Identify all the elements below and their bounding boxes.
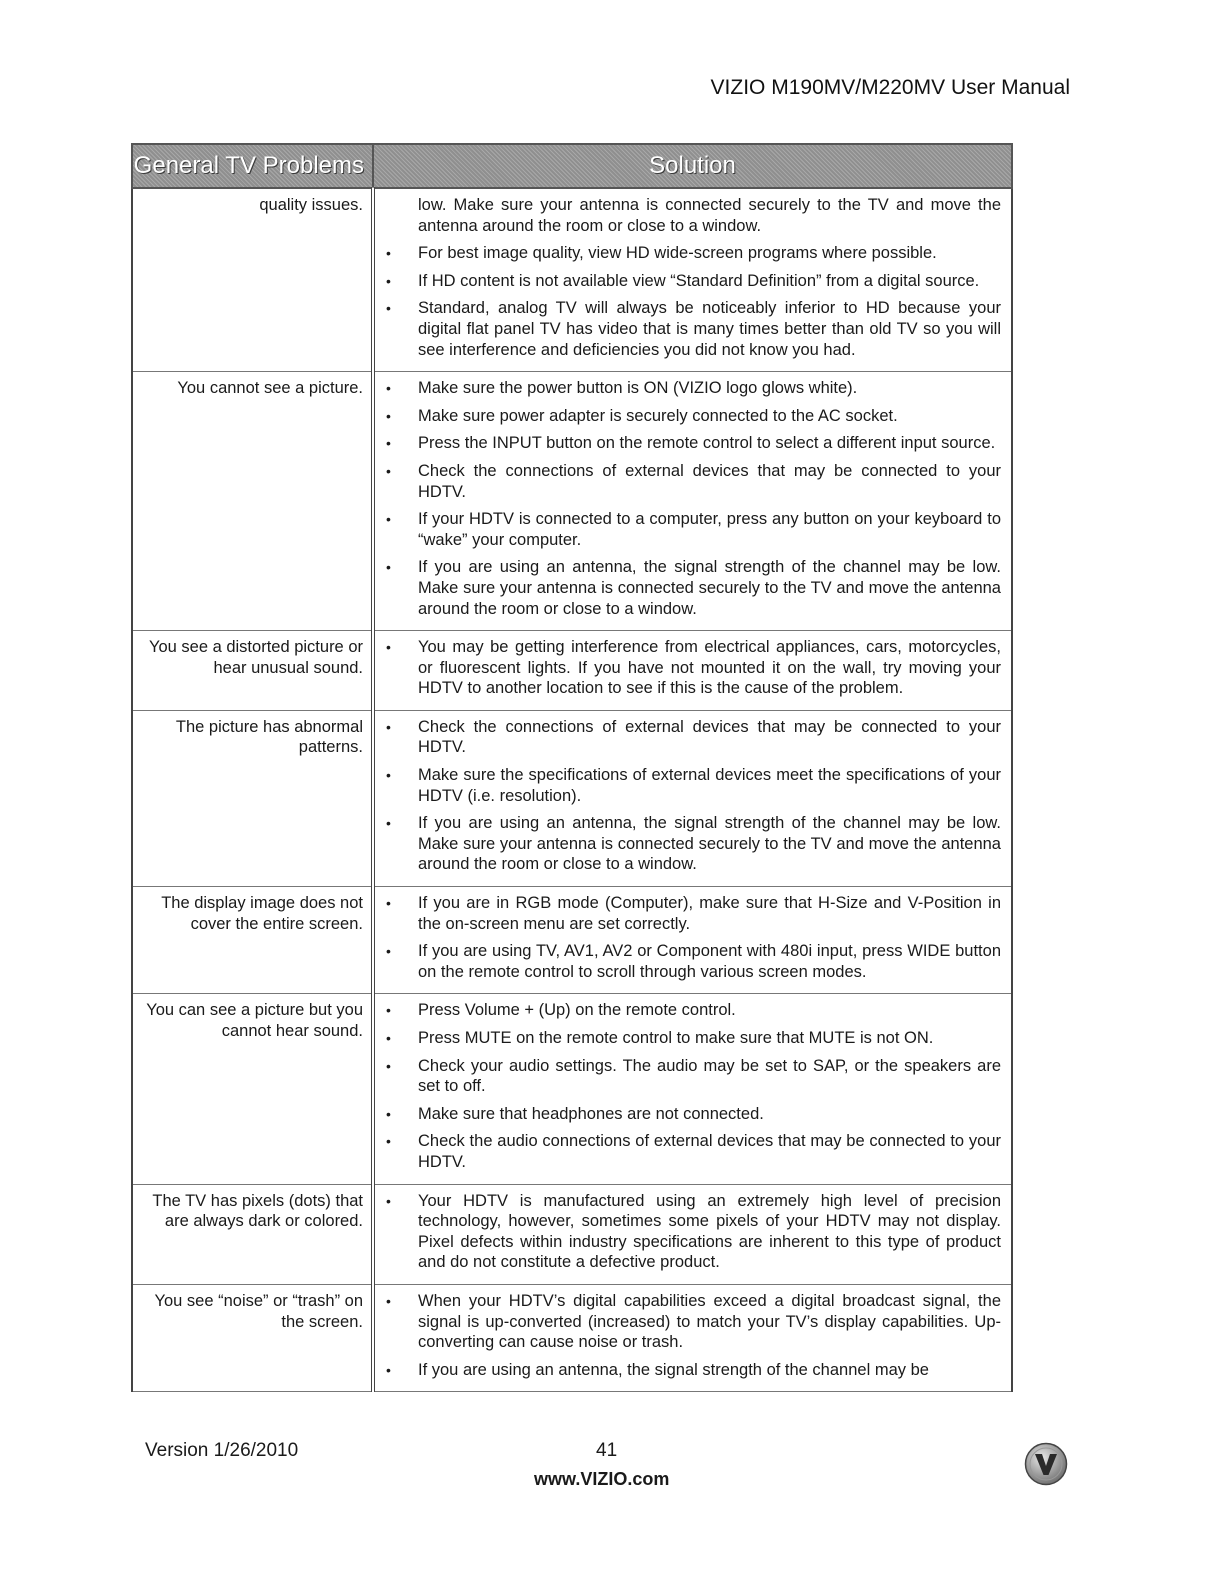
- solution-item: • Check the connections of external devices that may be connected to your HDTV.: [383, 717, 1001, 758]
- table-row: [132, 710, 1012, 886]
- table-body: [132, 188, 1012, 1392]
- solution-continuation: low. Make sure your antenna is connected securely to the TV and move the antenna around the room or close to a window.: [418, 196, 1001, 235]
- solution-item: • If your HDTV is connected to a computer, press any button on your keyboard to “wake” your computer.: [383, 509, 1001, 550]
- solution-item: • Press the INPUT button on the remote control to select a different input source.: [383, 433, 1001, 454]
- solution-item: • Press MUTE on the remote control to make sure that MUTE is not ON.: [383, 1028, 1001, 1049]
- column-header-solution: Solution: [373, 144, 1012, 188]
- solution-list: [383, 378, 1001, 619]
- solution-list: [383, 717, 1001, 875]
- problem-cell: You see a distorted picture or hear unusual sound.: [132, 631, 373, 711]
- column-header-problems: General TV Problems: [132, 144, 373, 188]
- manual-title: VIZIO M190MV/M220MV User Manual: [710, 76, 1070, 99]
- solution-item: • Make sure power adapter is securely connected to the AC socket.: [383, 406, 1001, 427]
- problem-cell: You see “noise” or “trash” on the screen.: [132, 1284, 373, 1391]
- solution-list: [383, 1191, 1001, 1273]
- table-row: [132, 1284, 1012, 1391]
- solution-cell: [373, 372, 1012, 631]
- solution-item: • Check your audio settings. The audio may be set to SAP, or the speakers are set to off.: [383, 1056, 1001, 1097]
- solution-item: • For best image quality, view HD wide-screen programs where possible.: [383, 243, 1001, 264]
- solution-item: • If you are using TV, AV1, AV2 or Component with 480i input, press WIDE button on the remote control to scroll through various screen modes.: [383, 941, 1001, 982]
- solution-item: • If you are using an antenna, the signal strength of the channel may be: [383, 1360, 1001, 1381]
- website-link[interactable]: www.VIZIO.com: [534, 1469, 670, 1489]
- solution-item: • When your HDTV’s digital capabilities exceed a digital broadcast signal, the signal is up-converted (increased) to match your TV’s display capabilities. Up-converting can cause noise or trash.: [383, 1291, 1001, 1353]
- solution-item: • Check the connections of external devices that may be connected to your HDTV.: [383, 461, 1001, 502]
- solution-cell: [373, 1284, 1012, 1391]
- problem-cell: The TV has pixels (dots) that are always dark or colored.: [132, 1184, 373, 1284]
- problem-cell: The display image does not cover the entire screen.: [132, 887, 373, 994]
- page-number: 41: [596, 1440, 618, 1461]
- solution-list: [383, 893, 1001, 982]
- solution-cell: [373, 631, 1012, 711]
- solution-item: • If you are using an antenna, the signal strength of the channel may be low. Make sure your antenna is connected securely to the TV and move the antenna around the room or close to a window.: [383, 813, 1001, 875]
- solution-cell: [373, 188, 1012, 372]
- solution-cell: [373, 710, 1012, 886]
- vizio-logo-icon: [1024, 1442, 1068, 1486]
- problem-cell: You cannot see a picture.: [132, 372, 373, 631]
- table-row: [132, 631, 1012, 711]
- solution-list: [383, 1000, 1001, 1172]
- solution-list: [383, 1291, 1001, 1380]
- table-header-row: [132, 144, 1012, 188]
- table-row: [132, 188, 1012, 372]
- solution-cell: [373, 1184, 1012, 1284]
- version-label: Version 1/26/2010: [145, 1440, 299, 1461]
- table-row: [132, 1184, 1012, 1284]
- solution-item: • You may be getting interference from electrical appliances, cars, motorcycles, or fluorescent lights. If you have not mounted it on the wall, try moving your HDTV to another location to see if this is the cause of the problem.: [383, 637, 1001, 699]
- solution-cell: [373, 887, 1012, 994]
- problem-cell: The picture has abnormal patterns.: [132, 710, 373, 886]
- solution-list: [383, 637, 1001, 699]
- table-row: [132, 372, 1012, 631]
- solution-item: • Make sure that headphones are not connected.: [383, 1104, 1001, 1125]
- solution-item: • Press Volume + (Up) on the remote control.: [383, 1000, 1001, 1021]
- solution-item: • If you are in RGB mode (Computer), make sure that H-Size and V-Position in the on-screen menu are set correctly.: [383, 893, 1001, 934]
- solution-item: • If HD content is not available view “Standard Definition” from a digital source.: [383, 271, 1001, 292]
- problem-cell: quality issues.: [132, 188, 373, 372]
- table-row: [132, 994, 1012, 1184]
- solution-item: • Standard, analog TV will always be noticeably inferior to HD because your digital flat panel TV has video that is many times better than old TV so you will see interference and deficiencies you did not know you had.: [383, 298, 1001, 360]
- solution-item: • Check the audio connections of external devices that may be connected to your HDTV.: [383, 1131, 1001, 1172]
- solution-list: [383, 195, 1001, 360]
- solution-item: • Make sure the power button is ON (VIZIO logo glows white).: [383, 378, 1001, 399]
- solution-cell: [373, 994, 1012, 1184]
- solution-item: • If you are using an antenna, the signal strength of the channel may be low. Make sure your antenna is connected securely to the TV and move the antenna around the room or close to a window.: [383, 557, 1001, 619]
- solution-item: • Make sure the specifications of external devices meet the specifications of your HDTV (i.e. resolution).: [383, 765, 1001, 806]
- table-row: [132, 887, 1012, 994]
- troubleshooting-table: [131, 143, 1013, 1392]
- problem-cell: You can see a picture but you cannot hear sound.: [132, 994, 373, 1184]
- solution-item: • Your HDTV is manufactured using an extremely high level of precision technology, however, sometimes some pixels of your HDTV may not display. Pixel defects within industry specifications are inherent to this type of product and do not constitute a defective product.: [383, 1191, 1001, 1273]
